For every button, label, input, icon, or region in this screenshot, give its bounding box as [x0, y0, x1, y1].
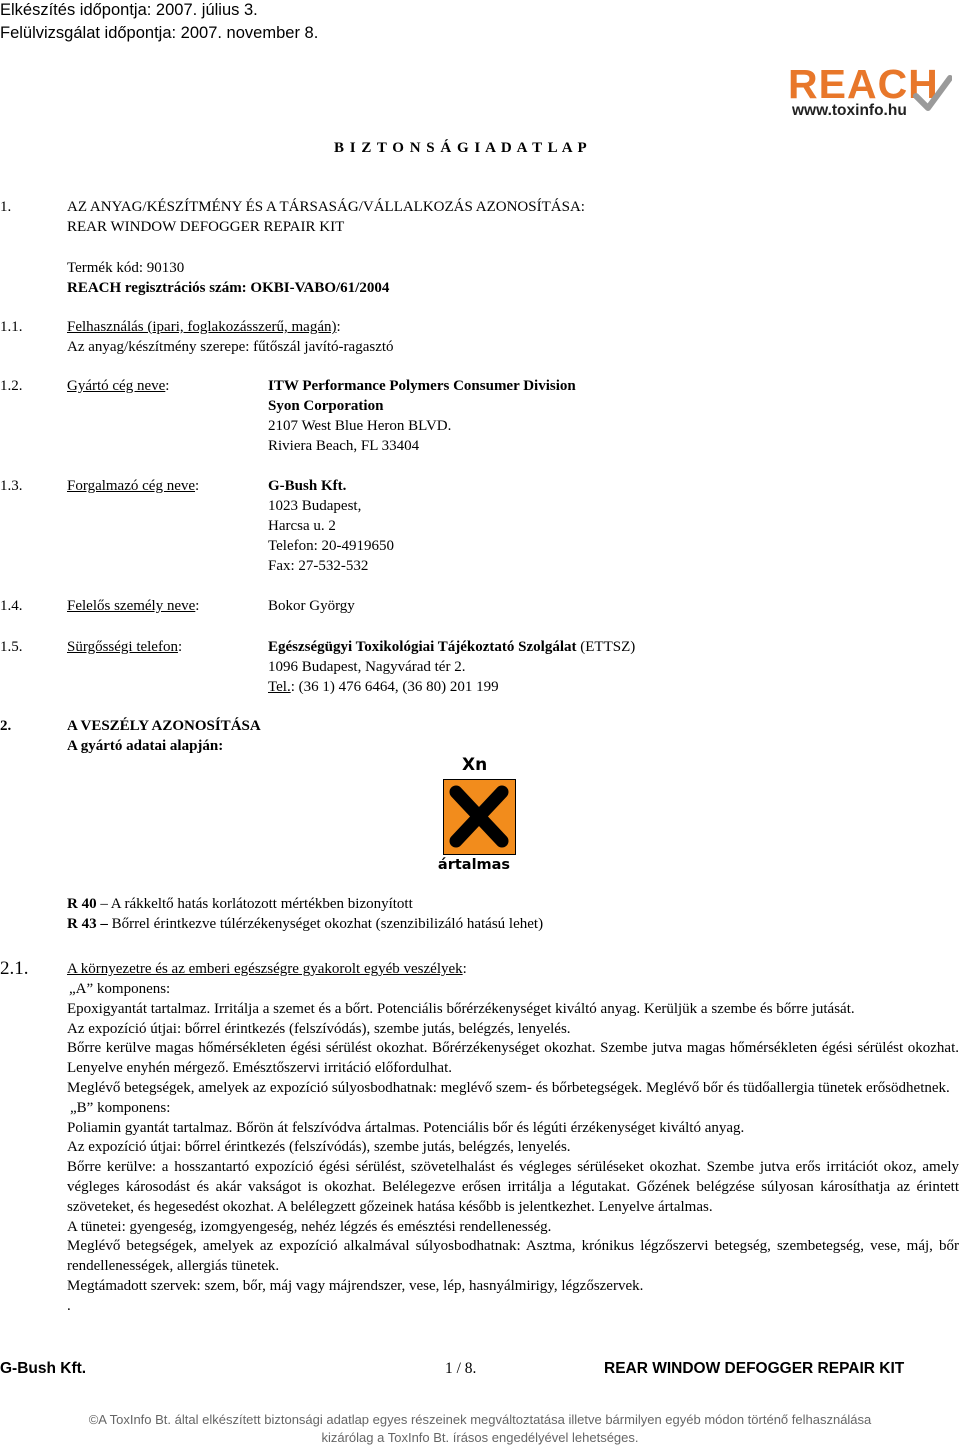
emergency-phone — [268, 678, 499, 697]
reach-logo — [786, 61, 946, 122]
s13-label: Forgalmazó cég neve — [67, 478, 196, 494]
footer-page-number: 1 / 8. — [445, 1360, 477, 1377]
s11-value: Az anyag/készítmény szerepe: fűtőszál javító-ragasztó — [67, 339, 394, 355]
s11-number: 1.1. — [0, 319, 23, 335]
s21-heading-line — [67, 960, 467, 979]
document-title: B I Z T O N S Á G I A D A T L A P — [334, 140, 588, 156]
s21-body — [67, 980, 959, 1317]
pictogram-square — [443, 779, 516, 855]
s15-label: Sürgősségi telefon — [67, 639, 178, 655]
footer-copyright-line2: kizárólag a ToxInfo Bt. írásos engedélyével lehetséges. — [321, 1430, 639, 1445]
s21-heading: A környezetre és az emberi egészségre gyakorolt egyéb veszélyek — [67, 961, 463, 977]
component-b-para-7: . — [67, 1297, 71, 1314]
section2-heading: A VESZÉLY AZONOSÍTÁSA — [67, 718, 261, 734]
pictogram-code: Xn — [462, 755, 488, 775]
s11-label-line — [67, 318, 341, 337]
reach-logo-text: REACH — [788, 61, 939, 107]
s15-colon: : — [177, 639, 183, 655]
s11-label: Felhasználás (ipari, foglakozásszerű, magán) — [67, 319, 337, 335]
component-a-para-1: Epoxigyantát tartalmaz. Irritálja a szemet és a bőrt. Potenciális bőrérzékenységet kiváltó anyag. Kerüljük a szembe és bőrre jutását. — [67, 1000, 855, 1017]
component-a-label: „A” komponens: — [69, 981, 171, 997]
s13-colon: : — [195, 478, 200, 494]
s21-number: 2.1. — [0, 958, 29, 979]
emergency-tel-value: : (36 1) 476 6464, (36 80) 201 199 — [290, 679, 499, 695]
manufacturer-street: 2107 West Blue Heron BLVD. — [268, 418, 452, 434]
checkmark-icon — [912, 74, 952, 114]
component-b-para-3: Bőrre kerülve: a hosszantartó expozíció égési sérülést, szövetelhalást és végleges sérüléseket okozhat. Szembe jutva erős irritációt okoz, amely végleges károsodást és akár vakságot is okozhat. Belélegezve erősen irritálja a légutakat. Gőzének belégzése súlyosan károsíthatja az érintett szöveteket, és hegesedést okozhat. A belélegzett gőzeinek hatása később is jelentkezhet. Lenyelve ártalmas. — [67, 1159, 959, 1215]
s12-label-line — [67, 377, 169, 396]
hazard-pictogram — [437, 752, 517, 878]
section2-number: 2. — [0, 718, 12, 734]
r40-code: R 40 — [67, 896, 97, 912]
revision-date: Felülvizsgálat időpontja: 2007. november 8. — [0, 24, 319, 42]
r43-text: Bőrrel érintkezve túlérzékenységet okozhat (szenzibilizáló hatású lehet) — [107, 916, 544, 932]
s12-number: 1.2. — [0, 378, 23, 394]
component-b-para-5: Meglévő betegségek, amelyek az expozíció alkalmával súlyosbodhatnak: Asztma, krónikus légzőszervi betegség, szembetegség, vese, máj, bőr rendellenességek, allergiás tünetek. — [67, 1238, 959, 1275]
distributor-fax: Fax: 27-532-532 — [268, 558, 369, 574]
r43-code: R 43 – — [67, 916, 108, 932]
r40-text: – A rákkeltő hatás korlátozott mértékben bizonyított — [100, 896, 413, 912]
s15-label-line — [67, 638, 182, 657]
s11-colon: : — [336, 319, 341, 335]
s13-label-line — [67, 477, 199, 496]
pictogram-label: ártalmas — [437, 857, 511, 873]
emergency-org — [268, 638, 635, 657]
creation-date: Elkészítés időpontja: 2007. július 3. — [0, 1, 258, 19]
distributor-street: Harcsa u. 2 — [268, 518, 336, 534]
component-a-para-2: Az expozíció útjai: bőrrel érintkezés (felszívódás), szembe jutás, belégzés, lenyelés. — [67, 1020, 571, 1037]
s12-colon: : — [165, 378, 170, 394]
responsible-person: Bokor György — [268, 598, 355, 614]
x-cross-icon — [444, 780, 514, 853]
section1-heading: AZ ANYAG/KÉSZÍTMÉNY ÉS A TÁRSASÁG/VÁLLALKOZÁS AZONOSÍTÁSA: — [67, 199, 585, 215]
manufacturer-city: Riviera Beach, FL 33404 — [268, 438, 420, 454]
section2-subheading: A gyártó adatai alapján: — [67, 738, 224, 754]
footer-company: G-Bush Kft. — [0, 1360, 87, 1377]
emergency-tel-label: Tel. — [268, 679, 291, 695]
s14-label-line — [67, 597, 199, 616]
component-b-para-2: Az expozíció útjai: bőrrel érintkezés (felszívódás), szembe jutás, belégzés, lenyelés. — [67, 1139, 571, 1156]
component-b-para-1: Poliamin gyantát tartalmaz. Bőrön át felszívódva ártalmas. Potenciális bőr és légúti érzékenységet kiváltó anyag. — [67, 1119, 745, 1136]
distributor-city: 1023 Budapest, — [268, 498, 362, 514]
footer-copyright-line1: ©A ToxInfo Bt. által elkészített biztonsági adatlap egyes részeinek megváltoztatása illetve bármilyen egyéb módon történő felhasználása — [88, 1412, 872, 1427]
component-a-para-3: Bőrre kerülve magas hőmérsékleten égési sérülést okozhat. Bőrérzékenységet okozhat. Szembe jutva magas hőmérsékleten égési sérülést okozhat. Lenyelve enyhén mérgező. Emésztőszervi irritáció előfordulhat. — [67, 1040, 959, 1077]
component-b-para-4: A tünetei: gyengeség, izomgyengeség, nehéz légzés és emésztési rendellenesség. — [67, 1218, 552, 1235]
emergency-org-abbr: (ETTSZ) — [576, 639, 636, 655]
s12-label: Gyártó cég neve — [67, 378, 166, 394]
s13-number: 1.3. — [0, 478, 23, 494]
product-code: Termék kód: 90130 — [67, 260, 185, 276]
emergency-address: 1096 Budapest, Nagyvárad tér 2. — [268, 659, 466, 675]
product-name: REAR WINDOW DEFOGGER REPAIR KIT — [67, 219, 345, 235]
s14-label: Felelős személy neve — [67, 598, 196, 614]
r40-phrase — [67, 895, 413, 914]
distributor-name: G-Bush Kft. — [268, 478, 347, 494]
reach-logo-url: www.toxinfo.hu — [792, 102, 907, 119]
manufacturer-name: ITW Performance Polymers Consumer Division — [268, 378, 576, 394]
component-b-label: „B” komponens: — [70, 1099, 171, 1116]
emergency-org-name: Egészségügyi Toxikológiai Tájékoztató Szolgálat — [268, 639, 577, 655]
section1-number: 1. — [0, 199, 12, 215]
s21-colon: : — [462, 961, 467, 977]
r43-phrase — [67, 915, 543, 934]
reach-registration: REACH regisztrációs szám: OKBI-VABO/61/2004 — [67, 280, 390, 296]
component-a-para-4: Meglévő betegségek, amelyek az expozíció súlyosbodhatnak: meglévő szem- és bőrbetegségek. Meglévő bőr és tüdőallergia tünetek erősödhetnek. — [67, 1079, 950, 1096]
footer-product: REAR WINDOW DEFOGGER REPAIR KIT — [604, 1360, 905, 1377]
s14-colon: : — [195, 598, 200, 614]
s14-number: 1.4. — [0, 598, 23, 614]
component-b-para-6: Megtámadott szervek: szem, bőr, máj vagy májrendszer, vese, lép, hasnyálmirigy, légzőszervek. — [67, 1277, 644, 1294]
manufacturer-corp: Syon Corporation — [268, 398, 384, 414]
s15-number: 1.5. — [0, 639, 23, 655]
distributor-phone: Telefon: 20-4919650 — [268, 538, 395, 554]
